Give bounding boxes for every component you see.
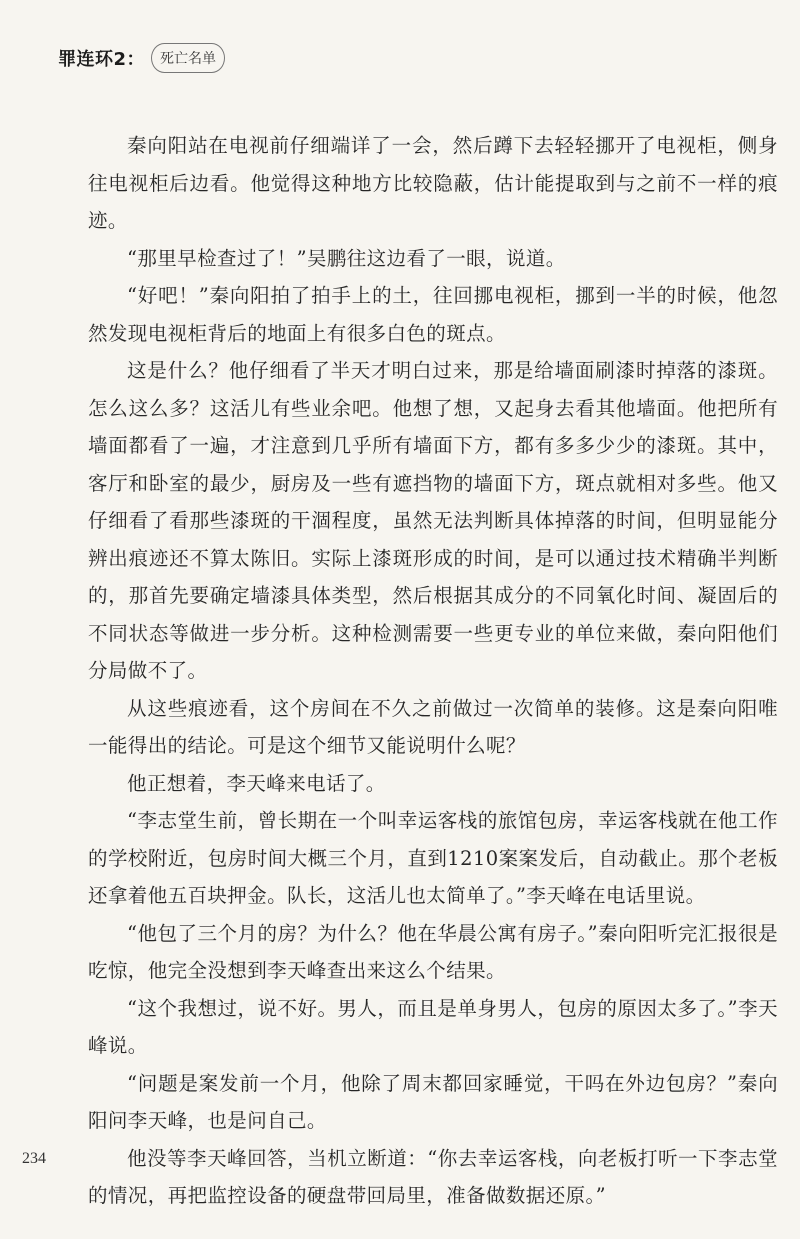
paragraph: 从这些痕迹看，这个房间在不久之前做过一次简单的装修。这是秦向阳唯一能得出的结论。可是这个细节又能说明什么呢？	[88, 696, 778, 757]
paragraph: “这个我想过，说不好。男人，而且是单身男人，包房的原因太多了。”李天峰说。	[88, 996, 778, 1057]
paragraph: “他包了三个月的房？为什么？他在华晨公寓有房子。”秦向阳听完汇报很是吃惊，他完全没想到李天峰查出来这么个结果。	[88, 921, 778, 982]
body-text	[88, 127, 778, 1215]
paragraph: 这是什么？他仔细看了半天才明白过来，那是给墙面刷漆时掉落的漆斑。怎么这么多？这活儿有些业余吧。他想了想，又起身去看其他墙面。他把所有墙面都看了一遍，才注意到几乎所有墙面下方，都有多多少少的漆斑。其中，客厅和卧室的最少，厨房及一些有遮挡物的墙面下方，斑点就相对多些。他又仔细看了看那些漆斑的干涸程度，虽然无法判断具体掉落的时间，但明显能分辨出痕迹还不算太陈旧。实际上漆斑形成的时间，是可以通过技术精确半判断的，那首先要确定墙漆具体类型，然后根据其成分的不同氧化时间、凝固后的不同状态等做进一步分析。这种检测需要一些更专业的单位来做，秦向阳他们分局做不了。	[88, 359, 778, 682]
paragraph: “那里早检查过了！”吴鹏往这边看了一眼，说道。	[127, 246, 566, 270]
paragraph: 他正想着，李天峰来电话了。	[127, 771, 386, 795]
paragraph: 秦向阳站在电视前仔细端详了一会，然后蹲下去轻轻挪开了电视柜，侧身往电视柜后边看。他觉得这种地方比较隐蔽，估计能提取到与之前不一样的痕迹。	[88, 134, 778, 232]
book-subtitle: 死亡名单	[160, 51, 217, 67]
running-header	[58, 38, 225, 78]
paragraph: 他没等李天峰回答，当机立断道：“你去幸运客栈，向老板打听一下李志堂的情况，再把监控设备的硬盘带回局里，准备做数据还原。”	[88, 1146, 778, 1207]
paragraph: “好吧！”秦向阳拍了拍手上的土，往回挪电视柜，挪到一半的时候，他忽然发现电视柜背后的地面上有很多白色的斑点。	[88, 284, 778, 345]
paragraph: “李志堂生前，曾长期在一个叫幸运客栈的旅馆包房，幸运客栈就在他工作的学校附近，包房时间大概三个月，直到1210案案发后，自动截止。那个老板还拿着他五百块押金。队长，这活儿也太简单了。”李天峰在电话里说。	[88, 809, 778, 907]
page-number: 234	[22, 1150, 46, 1167]
book-title: 罪连环2：	[58, 49, 146, 70]
paragraph: “问题是案发前一个月，他除了周末都回家睡觉，干吗在外边包房？”秦向阳问李天峰，也是问自己。	[88, 1071, 778, 1132]
subtitle-emblem	[151, 43, 225, 73]
